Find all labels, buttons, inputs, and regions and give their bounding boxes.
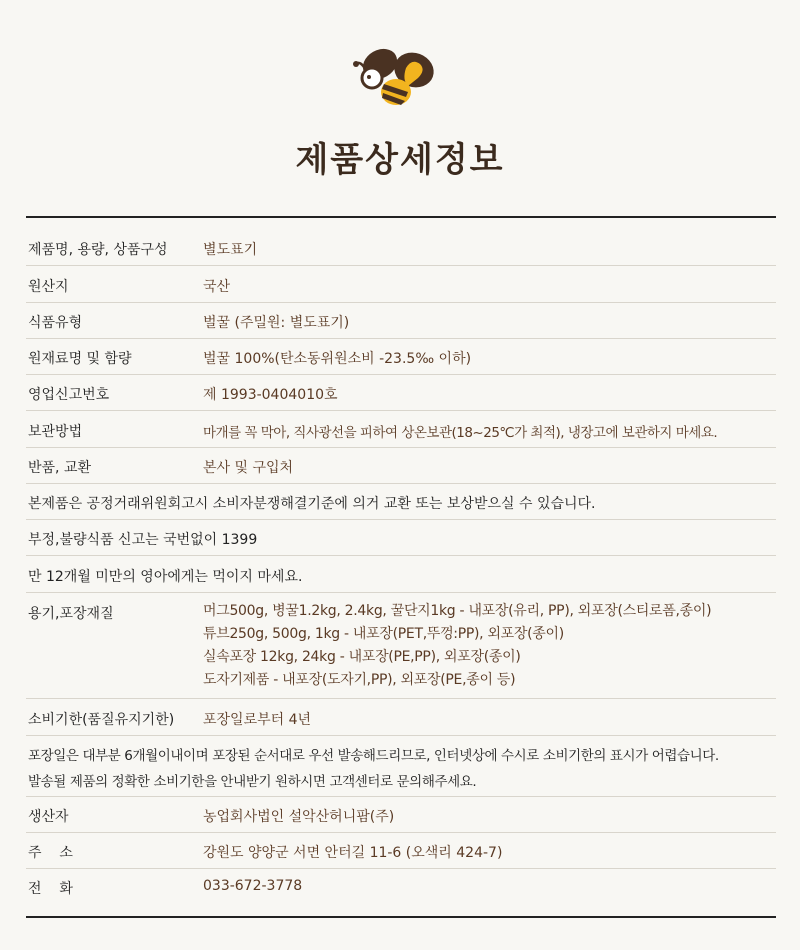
page-title: 제품상세정보 [295,140,505,180]
product-info-table [26,230,776,905]
packaging-value [203,600,776,692]
packaging-line: 실속포장 12kg, 24kg - 내포장(PE,PP), 외포장(종이) [203,649,521,665]
row-label: 전 화 [28,881,73,897]
row-value: 농업회사법인 설악산허니팜(주) [203,809,395,825]
bee-logo-icon [350,40,440,112]
row-label: 식품유형 [28,315,83,331]
row-value: 벌꿀 100%(탄소동위원소비 -23.5‰ 이하) [203,351,472,367]
table-row [26,797,776,833]
row-label: 제품명, 용량, 상품구성 [28,242,168,258]
table-row [26,375,776,411]
packaging-line: 도자기제품 - 내포장(도자기,PP), 외포장(PE,종이 등) [203,672,516,688]
row-value: 마개를 꼭 막아, 직사광선을 피하여 상온보관(18~25℃가 최적), 냉장고에 보관하지 마세요. [203,425,718,441]
notice-line: 발송될 제품의 정확한 소비기한을 안내받기 원하시면 고객센터로 문의해주세요. [28,774,477,790]
top-divider [26,216,776,218]
row-label: 원산지 [28,279,69,295]
notice-row [26,484,776,520]
table-row [26,833,776,869]
packaging-row [26,593,776,699]
row-value: 033-672-3778 [203,878,303,894]
row-label: 반품, 교환 [28,460,91,476]
notice-text: 부정,불량식품 신고는 국번없이 1399 [28,532,258,548]
notice-line: 포장일은 대부분 6개월이내이며 포장된 순서대로 우선 발송해드리므로, 인터넷상에 수시로 소비기한의 표시가 어렵습니다. [28,748,719,764]
table-row [26,869,776,905]
row-value: 제 1993-0404010호 [203,387,338,403]
row-label: 원재료명 및 함량 [28,351,132,367]
row-label: 보관방법 [28,424,83,440]
table-row [26,448,776,484]
notice-row [26,736,776,797]
packing-notice [26,743,719,795]
row-label: 생산자 [28,809,69,825]
row-label: 용기,포장재질 [28,606,114,622]
row-value: 국산 [203,279,231,295]
row-value: 별도표기 [203,242,258,258]
row-value: 벌꿀 (주밀원: 별도표기) [203,315,350,331]
packaging-line: 튜브250g, 500g, 1kg - 내포장(PET,뚜껑:PP), 외포장(종이) [203,626,564,642]
bottom-divider [26,916,776,918]
table-row [26,411,776,448]
notice-row [26,520,776,556]
table-row [26,699,776,736]
row-label: 주 소 [28,845,73,861]
row-value: 본사 및 구입처 [203,460,294,476]
notice-row [26,556,776,593]
table-row [26,339,776,375]
row-value: 포장일로부터 4년 [203,712,312,728]
row-label: 영업신고번호 [28,387,110,403]
notice-text: 만 12개월 미만의 영아에게는 먹이지 마세요. [28,569,303,585]
table-row [26,230,776,266]
row-label: 소비기한(품질유지기한) [28,712,175,728]
packaging-line: 머그500g, 병꿀1.2kg, 2.4kg, 꿀단지1kg - 내포장(유리, PP), 외포장(스티로폼,종이) [203,603,712,619]
table-row [26,303,776,339]
table-row [26,266,776,303]
notice-text: 본제품은 공정거래위원회고시 소비자분쟁해결기준에 의거 교환 또는 보상받으실 수 있습니다. [28,496,596,512]
row-value: 강원도 양양군 서면 안터길 11-6 (오색리 424-7) [203,845,503,861]
